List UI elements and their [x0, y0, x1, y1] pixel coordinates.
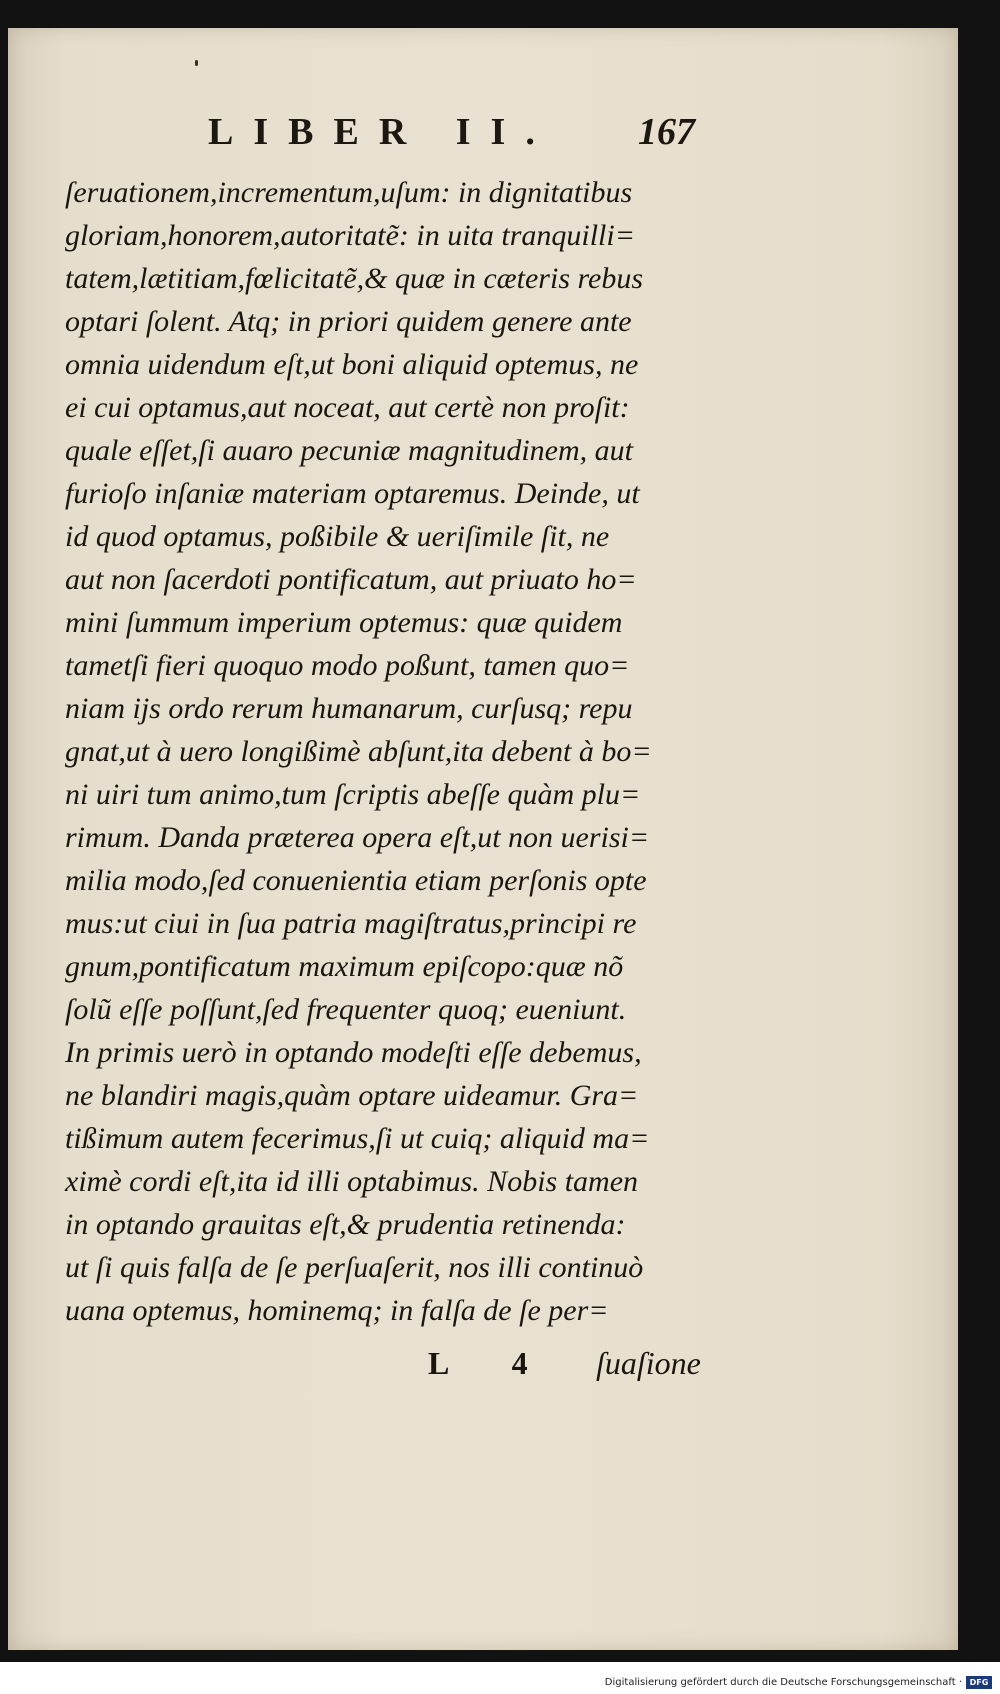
text-line: optari ſolent. Atq; in priori quidem genere ante: [65, 305, 632, 338]
text-line: niam ijs ordo rerum humanarum, curſusq; repu: [65, 692, 633, 725]
text-line: tißimum autem fecerimus,ſi ut cuiq; aliquid ma=: [65, 1122, 650, 1155]
page-header: [8, 110, 958, 170]
text-line: ſolũ eſſe poſſunt,ſed frequenter quoq; eueniunt.: [65, 993, 627, 1026]
dfg-logo-icon: DFG: [966, 1676, 992, 1689]
text-line: tametſi fieri quoquo modo poßunt, tamen quo=: [65, 649, 630, 682]
text-line: furioſo inſaniæ materiam optaremus. Deinde, ut: [65, 477, 640, 510]
page-number: 167: [638, 111, 695, 153]
text-line: quale eſſet,ſi auaro pecuniæ magnitudinem, aut: [65, 434, 633, 467]
text-line: ei cui optamus,aut noceat, aut certè non proſit:: [65, 391, 630, 424]
text-line: uana optemus, hominemq; in falſa de ſe per=: [65, 1294, 609, 1327]
text-line: mini ſummum imperium optemus: quæ quidem: [65, 606, 623, 639]
funding-credit: Digitalisierung gefördert durch die Deutsche Forschungsgemeinschaft ·: [604, 1676, 962, 1688]
text-line: omnia uidendum eſt,ut boni aliquid optemus, ne: [65, 348, 639, 381]
text-line: ximè cordi eſt,ita id illi optabimus. Nobis tamen: [65, 1165, 639, 1198]
text-line: id quod optamus, poßibile & ueriſimile ſit, ne: [65, 520, 610, 553]
body-text: [65, 171, 715, 1332]
text-line: aut non ſacerdoti pontificatum, aut priuato ho=: [65, 563, 637, 596]
text-line: gnum,pontificatum maximum epiſcopo:quæ nõ: [65, 950, 624, 983]
book-page: [8, 28, 958, 1650]
text-line: In primis uerò in optando modeſti eſſe debemus,: [65, 1036, 642, 1069]
digitization-footer: [605, 1674, 992, 1690]
text-line: mus:ut ciui in ſua patria magiſtratus,principi re: [65, 907, 637, 940]
text-line: ne blandiri magis,quàm optare uideamur. Gra=: [65, 1079, 639, 1112]
text-line: rimum. Danda præterea opera eſt,ut non uerisi=: [65, 821, 650, 854]
running-head: LIBER II.: [208, 111, 555, 153]
text-line: ni uiri tum animo,tum ſcriptis abeſſe quàm plu=: [65, 778, 641, 811]
text-line: ut ſi quis falſa de ſe perſuaſerit, nos illi continuò: [65, 1251, 644, 1284]
text-line: milia modo,ſed conuenientia etiam perſonis opte: [65, 864, 647, 897]
text-line: tatem,lætitiam,fœlicitatẽ,& quæ in cæteris rebus: [65, 262, 644, 295]
text-line: gloriam,honorem,autoritatẽ: in uita tranquilli=: [65, 219, 635, 252]
text-line: gnat,ut à uero longißimè abſunt,ita debent à bo=: [65, 735, 652, 768]
ink-speck: [195, 60, 198, 66]
text-line: in optando grauitas eſt,& prudentia retinenda:: [65, 1208, 626, 1241]
signature-mark: L 4: [428, 1345, 556, 1381]
catchline: [8, 1345, 958, 1395]
text-line: ſeruationem,incrementum,uſum: in dignitatibus: [65, 176, 633, 209]
catchword: ſuaſione: [596, 1345, 701, 1381]
